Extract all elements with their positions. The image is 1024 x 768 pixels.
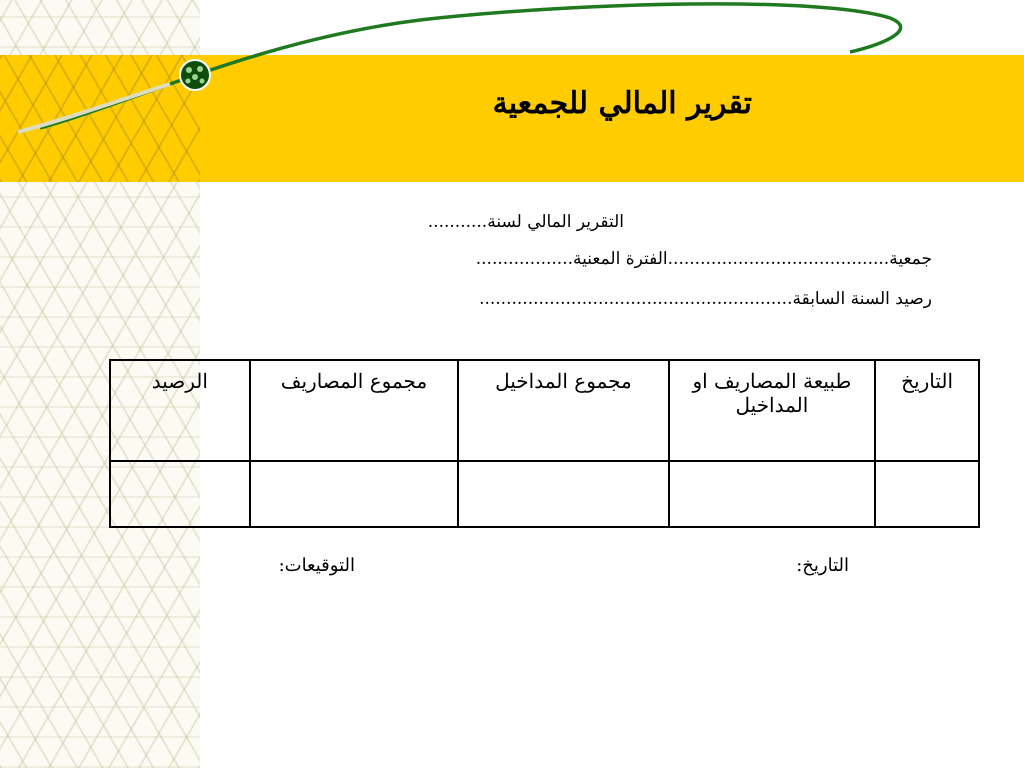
report-year-line: التقرير المالي لسنة........... xyxy=(427,212,624,232)
header-date: التاريخ xyxy=(875,360,979,461)
previous-balance-line: رصيد السنة السابقة.......................................................... xyxy=(479,289,932,309)
table-row xyxy=(110,461,979,527)
financial-report-table xyxy=(109,359,980,528)
cell-nature xyxy=(669,461,876,527)
swoosh-tail xyxy=(18,84,170,132)
table-header-row xyxy=(110,360,979,461)
page-title: تقرير المالي للجمعية xyxy=(492,86,752,121)
cell-balance xyxy=(110,461,250,527)
header-total-income: مجموع المداخيل xyxy=(458,360,668,461)
signatures-label: التوقيعات: xyxy=(278,555,355,576)
cell-total-expenses xyxy=(250,461,459,527)
date-label: التاريخ: xyxy=(796,555,849,576)
header-balance: الرصيد xyxy=(110,360,250,461)
swoosh-line xyxy=(40,4,901,128)
header-total-expenses: مجموع المصاريف xyxy=(250,360,459,461)
association-period-line: جمعية.........................................الفترة المعنية.................. xyxy=(475,249,932,269)
globe-icon xyxy=(180,60,210,90)
cell-total-income xyxy=(458,461,668,527)
header-nature: طبيعة المصاريف او المداخيل xyxy=(669,360,876,461)
cell-date xyxy=(875,461,979,527)
